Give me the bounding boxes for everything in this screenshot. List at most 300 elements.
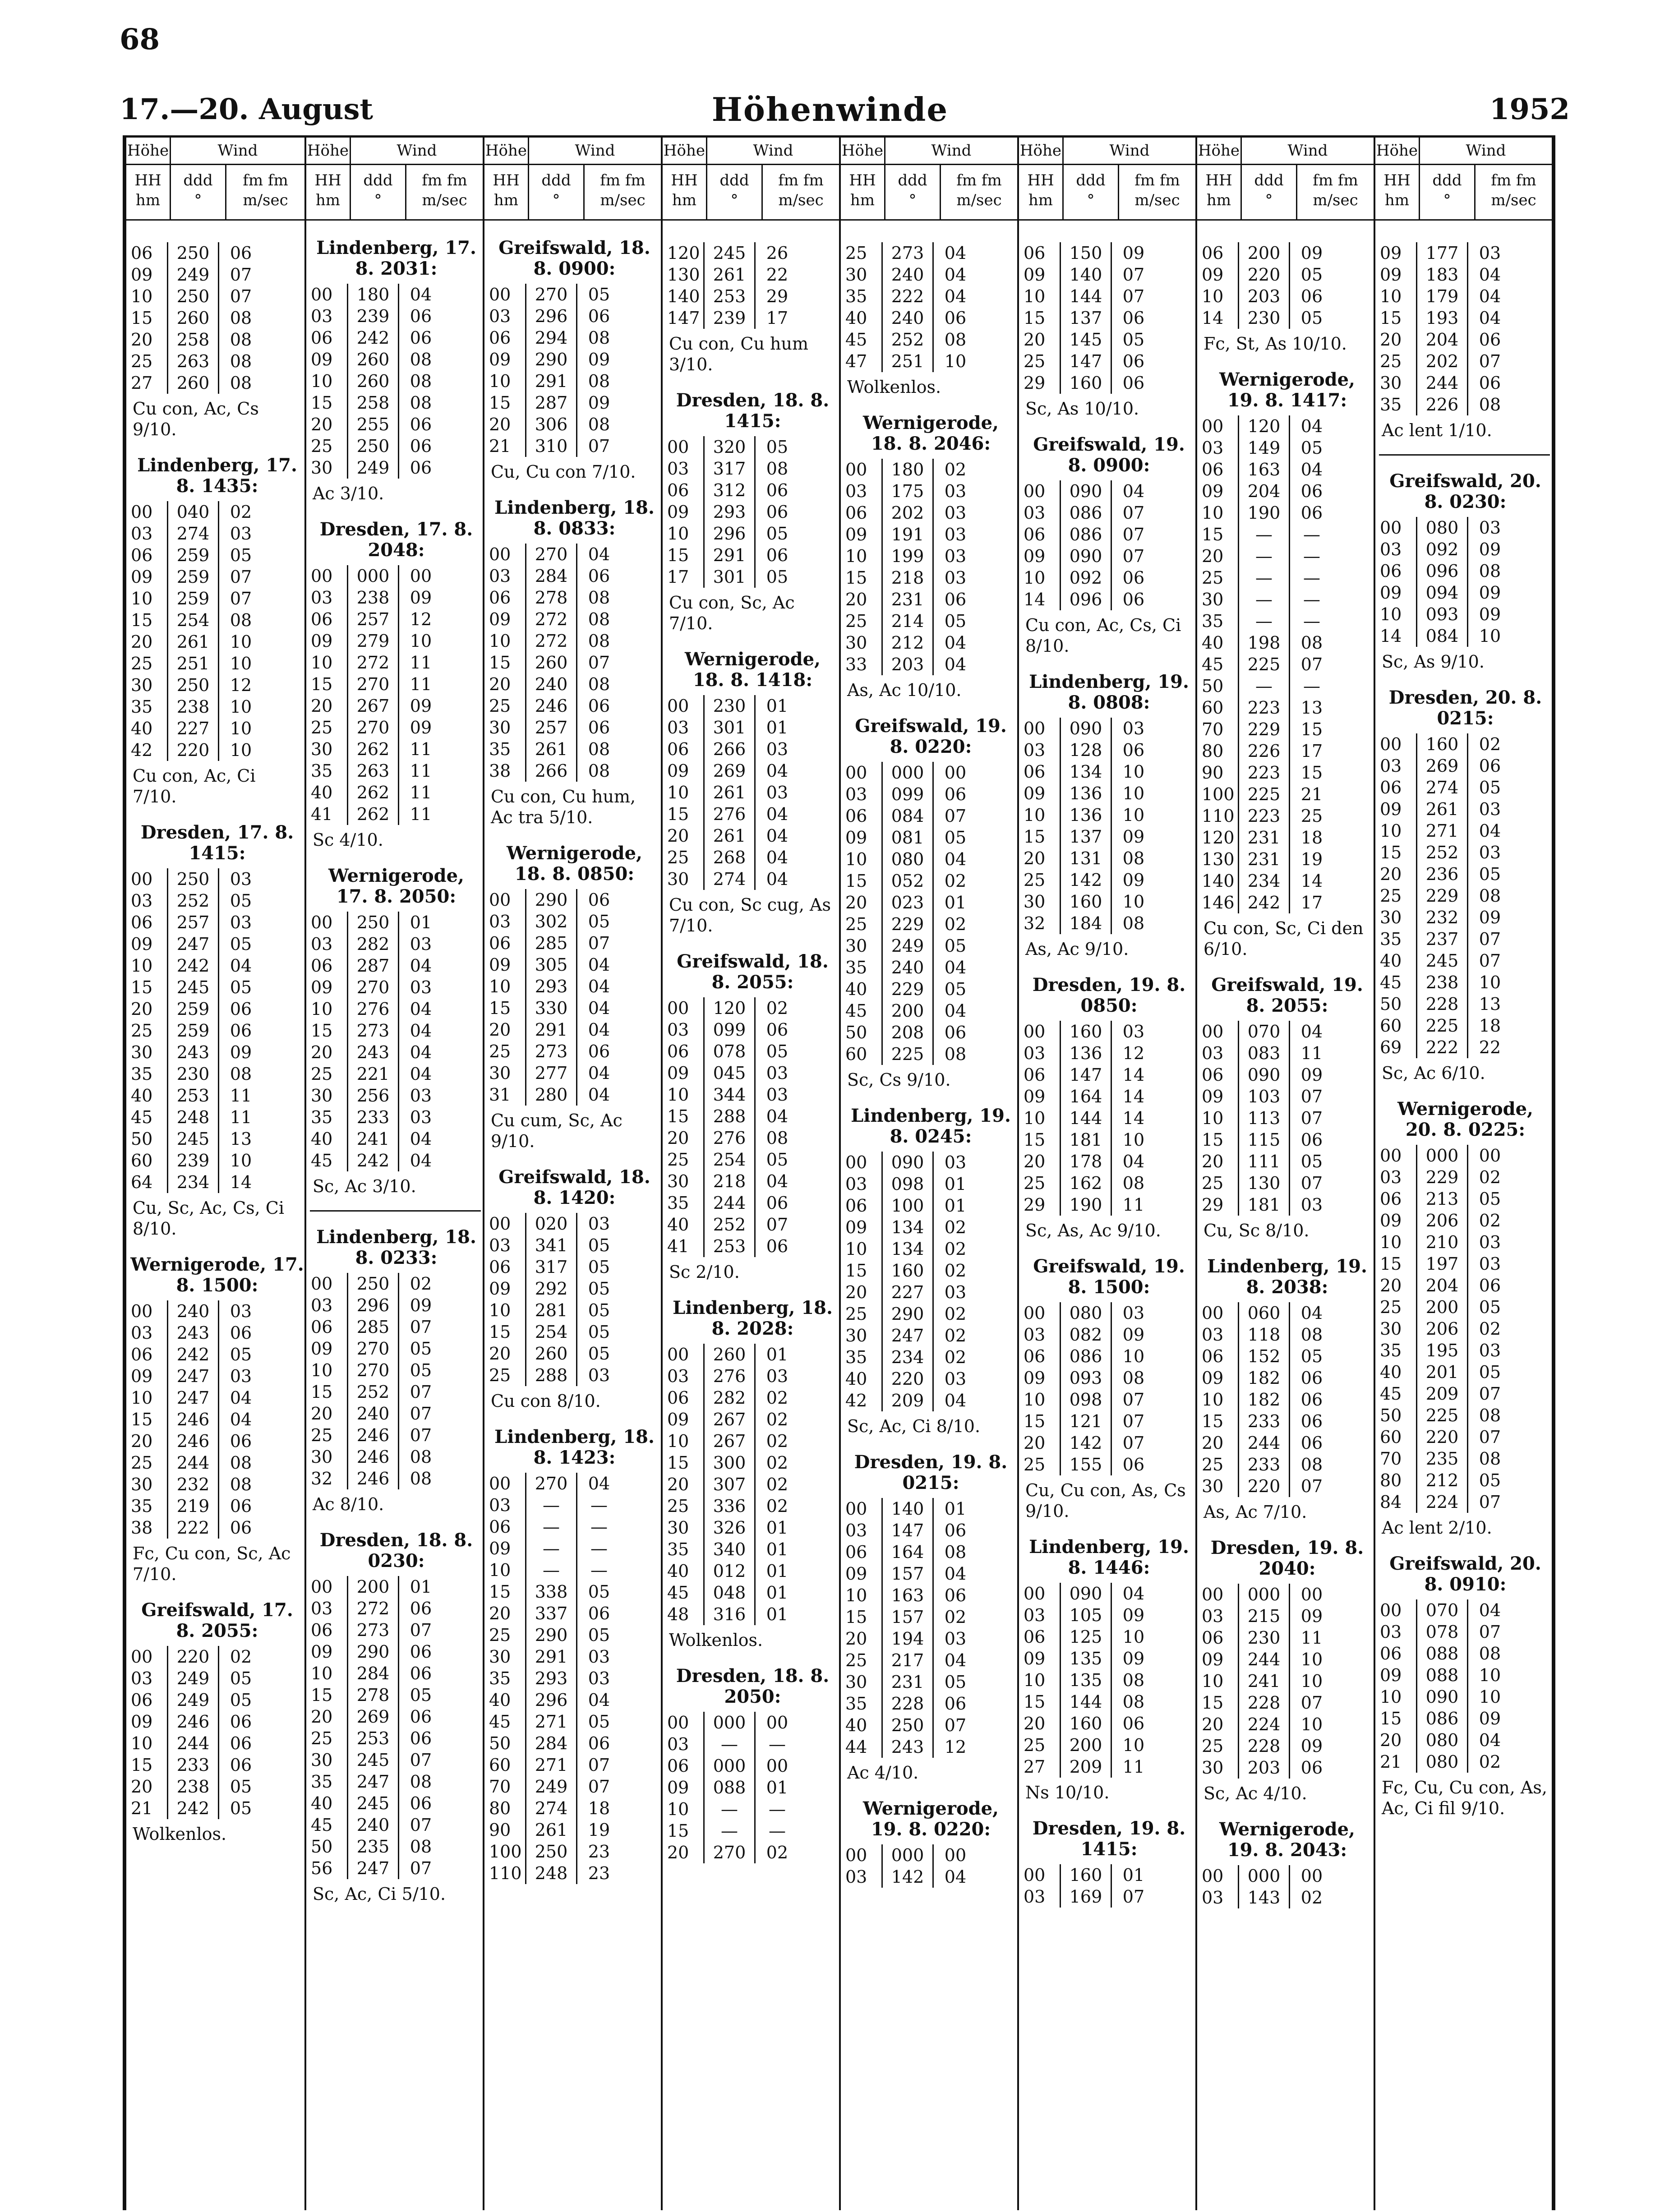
direction-cell: 274 [525,1797,577,1819]
table-row [666,286,839,307]
direction-cell: — [1238,675,1290,697]
height-cell: 20 [1201,546,1224,566]
table-row [666,1777,839,1798]
station-heading: Greifswald, 19. 8. 2055: [1211,974,1363,1016]
direction-cell: 239 [703,307,756,329]
height-cell: 06 [1379,778,1402,797]
header-msec-unit: m/sec [956,191,1002,209]
table-row [1379,972,1552,993]
direction-cell: 144 [1060,1691,1112,1713]
table-row [844,1325,1017,1346]
speed-cell: 06 [588,566,610,586]
table-row [310,782,483,803]
speed-cell: 05 [230,1690,252,1710]
observation-rows [310,1576,483,1879]
observation-rows [1379,1599,1552,1773]
height-cell: 09 [1023,265,1046,285]
direction-cell: 277 [525,1062,577,1084]
height-cell: 20 [1023,1714,1046,1733]
table-row [310,349,483,370]
table-row [1023,804,1195,826]
height-cell: 06 [489,328,511,348]
height-cell: 06 [1379,1644,1402,1664]
speed-cell: 03 [230,524,252,544]
table-row [310,457,483,479]
direction-cell: 330 [525,997,577,1019]
height-cell: 20 [667,826,689,846]
direction-cell: 229 [881,913,934,935]
table-row [310,955,483,977]
direction-cell: 209 [881,1390,934,1411]
table-row [844,1671,1017,1693]
speed-cell: 03 [1479,1341,1501,1360]
table-row [844,1022,1017,1043]
speed-cell: 04 [944,1391,967,1410]
height-cell: 44 [845,1737,867,1757]
speed-cell: 06 [588,696,610,716]
speed-cell: 03 [944,525,967,544]
height-cell: 09 [1201,1087,1224,1106]
table-row [1379,582,1552,604]
table-row [1379,625,1552,647]
direction-cell: 052 [881,870,934,892]
speed-cell: 08 [1479,886,1501,906]
speed-cell: 00 [410,566,432,586]
header-ddd [1420,165,1476,219]
header-fm-label: fm fm [243,171,288,189]
speed-cell: 06 [230,1323,252,1343]
speed-cell: 08 [1479,1644,1501,1664]
direction-cell: 282 [703,1387,756,1409]
height-cell: 00 [1023,1865,1046,1885]
direction-cell: 281 [525,1300,577,1321]
speed-cell: 08 [588,761,610,781]
direction-cell: 000 [881,762,934,783]
direction-cell: 200 [1416,1296,1468,1318]
table-row [130,609,304,631]
height-cell: 00 [489,1474,511,1493]
height-cell: 06 [310,1317,333,1337]
header-fm [1476,165,1552,219]
table-row [310,933,483,955]
direction-cell: 160 [1060,891,1112,912]
speed-cell: 07 [230,286,252,306]
direction-cell: 312 [703,479,756,501]
table-row [130,739,304,761]
height-cell: 30 [1379,908,1402,927]
table-column [1374,135,1552,2210]
speed-cell: 05 [230,977,252,997]
speed-cell: 05 [588,1235,610,1255]
table-row [844,1541,1017,1563]
header-hh [1197,165,1242,219]
direction-cell: 288 [703,1106,756,1127]
header-wind: Wind [217,142,258,160]
height-cell: 30 [845,1672,867,1692]
table-row [1379,1015,1552,1037]
height-cell: 60 [131,1151,153,1171]
speed-cell: 05 [588,1279,610,1299]
direction-cell: 270 [525,544,577,565]
direction-cell: 284 [347,1663,399,1684]
direction-cell: 228 [881,1693,934,1714]
height-cell: 09 [667,502,689,522]
height-cell: 90 [489,1820,511,1840]
direction-cell: 134 [881,1217,934,1238]
header-fm [941,165,1017,219]
height-cell: 00 [667,1345,689,1364]
direction-cell: 241 [347,1128,399,1150]
direction-cell: 232 [167,1474,219,1495]
direction-cell: 206 [1416,1318,1468,1340]
table-row [130,1474,304,1495]
table-row [666,1798,839,1820]
direction-cell: 100 [881,1195,934,1217]
table-row [844,567,1017,589]
direction-cell: 251 [881,350,934,372]
date-range-heading: 17.—20. August [120,92,374,126]
direction-cell: 242 [167,1797,219,1819]
speed-cell: 02 [944,1217,967,1237]
height-cell: 45 [845,1001,867,1021]
height-cell: 09 [1023,783,1046,803]
speed-cell: 06 [410,1793,432,1813]
direction-cell: 210 [1416,1231,1468,1253]
table-row [310,392,483,414]
height-cell: 10 [1379,821,1402,841]
height-cell: 00 [667,437,689,457]
station-heading: Dresden, 18. 8. 2050: [676,1665,830,1707]
direction-cell: 246 [167,1430,219,1452]
table-row [1379,842,1552,863]
speed-cell: 05 [1479,864,1501,884]
height-cell: 25 [310,436,333,456]
observation-rows [1023,718,1195,934]
table-row [844,1260,1017,1281]
height-cell: 14 [1201,308,1224,328]
speed-cell: 01 [944,1499,967,1519]
header-hh-label: HH [493,171,520,189]
direction-cell: 290 [347,1641,399,1663]
table-row [130,1452,304,1474]
table-row [310,1749,483,1771]
height-cell: 03 [1023,503,1046,523]
direction-cell: 137 [1060,307,1112,329]
table-row [310,1150,483,1171]
direction-cell: 128 [1060,739,1112,761]
direction-cell: 193 [1416,307,1468,329]
speed-cell: 08 [766,1128,788,1148]
direction-cell: 098 [1060,1389,1112,1410]
table-row [130,1733,304,1754]
height-cell: 56 [310,1858,333,1878]
header-units-row [663,165,839,221]
table-row [666,760,839,782]
height-cell: 20 [667,1128,689,1148]
direction-cell: 084 [1416,625,1468,647]
direction-cell: — [1238,524,1290,545]
direction-cell: 316 [703,1604,756,1625]
header-msec-unit: m/sec [1491,191,1536,209]
speed-cell: 08 [1122,848,1145,868]
table-row [666,1430,839,1452]
table-row [1379,928,1552,950]
direction-cell: 220 [1238,1475,1290,1497]
direction-cell: 276 [703,1127,756,1149]
table-row [666,264,839,286]
speed-cell: 23 [588,1842,610,1862]
direction-cell: 273 [347,1619,399,1641]
speed-cell: 03 [944,1369,967,1389]
speed-cell: 03 [230,1366,252,1386]
direction-cell: 218 [703,1171,756,1192]
speed-cell: 05 [230,934,252,954]
header-ddd-label: ddd [1076,171,1106,189]
speed-cell: 02 [766,1410,788,1429]
height-cell: 140 [1201,871,1235,891]
direction-cell: 274 [703,868,756,890]
speed-cell: 04 [588,1690,610,1710]
table-row [130,1689,304,1711]
direction-cell: 023 [881,892,934,913]
height-cell: 10 [1201,1390,1224,1410]
header-msec-unit: m/sec [600,191,646,209]
height-cell: 20 [1201,1714,1224,1734]
station-heading: Wernigerode, 17. 8. 2050: [328,865,464,907]
direction-cell: 070 [1238,1021,1290,1042]
table-row [1379,755,1552,777]
table-row [1201,1410,1374,1432]
direction-cell: 250 [881,1714,934,1736]
direction-cell: 262 [347,782,399,803]
direction-cell: 252 [1416,842,1468,863]
height-cell: 40 [310,1129,333,1149]
header-fm-label: fm fm [1491,171,1536,189]
speed-cell: 08 [410,1447,432,1467]
speed-cell: 02 [1479,1167,1501,1187]
table-row [1201,805,1374,827]
height-cell: 06 [1201,460,1224,479]
column-body [1197,221,1374,1908]
table-row [844,502,1017,524]
speed-cell: 13 [230,1129,252,1149]
height-cell: 20 [1379,330,1402,350]
height-cell: 06 [1023,1065,1046,1085]
speed-cell: 08 [1122,1670,1145,1690]
speed-cell: 08 [1122,1692,1145,1712]
speed-cell: 06 [230,1712,252,1732]
speed-cell: 08 [1479,395,1501,415]
header-msec-unit: m/sec [422,191,467,209]
height-cell: 20 [845,590,867,609]
observation-rows [1201,242,1374,329]
speed-cell: 05 [588,1712,610,1732]
speed-cell: 11 [1300,1043,1323,1063]
table-row [310,1338,483,1359]
height-cell: 35 [131,697,153,717]
speed-cell: 12 [944,1737,967,1757]
height-cell: 45 [310,1815,333,1835]
height-cell: 35 [1201,611,1224,631]
direction-cell: 233 [1238,1454,1290,1475]
table-row [666,738,839,760]
speed-cell: 11 [230,1107,252,1127]
height-cell: 30 [845,265,867,285]
table-row [310,1020,483,1041]
column-body [1375,221,1552,1819]
direction-cell: 000 [1416,1145,1468,1166]
speed-cell: 10 [230,1151,252,1171]
table-row [844,1281,1017,1303]
direction-cell: 147 [881,1520,934,1541]
direction-cell: 282 [347,933,399,955]
speed-cell: 03 [944,546,967,566]
table-row [1379,1664,1552,1686]
header-hoehe: Höhe [484,138,529,164]
table-row [130,933,304,955]
height-cell: 15 [310,1685,333,1705]
height-cell: 32 [310,1469,333,1488]
table-row [130,1797,304,1819]
speed-cell: 04 [766,869,788,889]
height-cell: 03 [667,1366,689,1386]
speed-cell: 07 [1479,351,1501,371]
height-cell: 50 [1201,676,1224,696]
table-row [1379,1643,1552,1664]
speed-cell: 03 [1479,799,1501,819]
cloud-note: Ac 4/10. [847,1763,919,1783]
height-cell: 25 [845,914,867,934]
speed-cell: 00 [944,1845,967,1865]
direction-cell: 267 [703,1430,756,1452]
speed-cell: 04 [944,286,967,306]
direction-cell: 090 [1060,480,1112,502]
direction-cell: 080 [1416,1729,1468,1751]
table-row [666,458,839,479]
height-cell: 09 [131,265,153,285]
table-row [488,997,661,1019]
speed-cell: 06 [230,1021,252,1041]
height-cell: 20 [489,1604,511,1623]
speed-cell: 04 [230,956,252,976]
station-heading: Lindenberg, 19. 8. 2038: [1207,1256,1367,1298]
height-cell: 03 [667,718,689,737]
station-heading: Lindenberg, 19. 8. 0808: [1029,671,1189,713]
header-hoehe: Höhe [1019,138,1064,164]
direction-cell: 222 [167,1517,219,1539]
height-cell: 45 [1379,972,1402,992]
station-heading: Greifswald, 19. 8. 0220: [855,715,1007,757]
header-row [126,135,304,165]
speed-cell: 04 [410,1151,432,1171]
direction-cell: 249 [525,1776,577,1797]
direction-cell: 200 [347,1576,399,1598]
height-cell: 06 [1023,525,1046,544]
direction-cell: 242 [167,955,219,977]
speed-cell: 04 [410,285,432,304]
direction-cell: 088 [1416,1664,1468,1686]
direction-cell: 290 [525,349,577,370]
height-cell: 00 [1201,1866,1224,1886]
speed-cell: 06 [588,890,610,910]
speed-cell: 08 [588,328,610,348]
speed-cell: 04 [1479,1600,1501,1620]
table-column [839,135,1017,2210]
section-divider [310,1210,481,1212]
speed-cell: 10 [1122,1130,1145,1150]
direction-cell: 020 [525,1213,577,1235]
speed-cell: 04 [1122,1152,1145,1171]
height-cell: 25 [310,1425,333,1445]
speed-cell: 07 [1122,525,1145,544]
table-row [130,998,304,1020]
height-cell: 20 [1379,1276,1402,1295]
header-ddd [885,165,941,219]
table-row [844,913,1017,935]
speed-cell: 05 [1300,308,1323,328]
table-row [130,1517,304,1539]
direction-cell: 134 [1060,761,1112,783]
table-row [1023,1324,1195,1346]
direction-cell: 291 [525,1646,577,1668]
direction-cell: 090 [1060,545,1112,567]
table-row [488,1213,661,1235]
table-row [1023,545,1195,567]
height-cell: 03 [845,481,867,501]
direction-cell: 284 [525,565,577,587]
speed-cell: 09 [1479,604,1501,624]
direction-cell: 092 [1416,539,1468,560]
direction-cell: 239 [347,305,399,327]
header-ddd [1064,165,1119,219]
direction-cell: 125 [1060,1626,1112,1648]
height-cell: 15 [310,674,333,694]
direction-cell: 232 [1416,907,1468,928]
table-row [488,1797,661,1819]
speed-cell: 06 [1122,1714,1145,1733]
speed-cell: — [768,1799,786,1819]
height-cell: 03 [1201,438,1224,458]
direction-cell: 294 [525,327,577,349]
speed-cell: 07 [410,1620,432,1640]
table-row [1379,993,1552,1015]
table-row [1023,1669,1195,1691]
table-row [1023,761,1195,783]
height-cell: 09 [131,934,153,954]
header-wind: Wind [1109,142,1150,160]
speed-cell: 06 [410,1599,432,1618]
height-cell: 50 [845,1023,867,1042]
height-cell: 09 [310,631,333,651]
table-row [666,1604,839,1625]
table-row [1023,1086,1195,1107]
direction-cell: 326 [703,1517,756,1539]
speed-cell: 18 [588,1798,610,1818]
direction-cell: 238 [1416,972,1468,993]
direction-cell: 266 [525,760,577,782]
height-cell: 35 [310,1772,333,1792]
height-cell: 10 [845,546,867,566]
table-row [488,392,661,414]
height-cell: 00 [131,1301,153,1321]
table-row [1201,610,1374,632]
speed-cell: 05 [230,1777,252,1797]
direction-cell: 144 [1060,286,1112,307]
table-row [310,1641,483,1663]
direction-cell: 287 [525,392,577,414]
direction-cell: 179 [1416,286,1468,307]
height-cell: 03 [310,1295,333,1315]
